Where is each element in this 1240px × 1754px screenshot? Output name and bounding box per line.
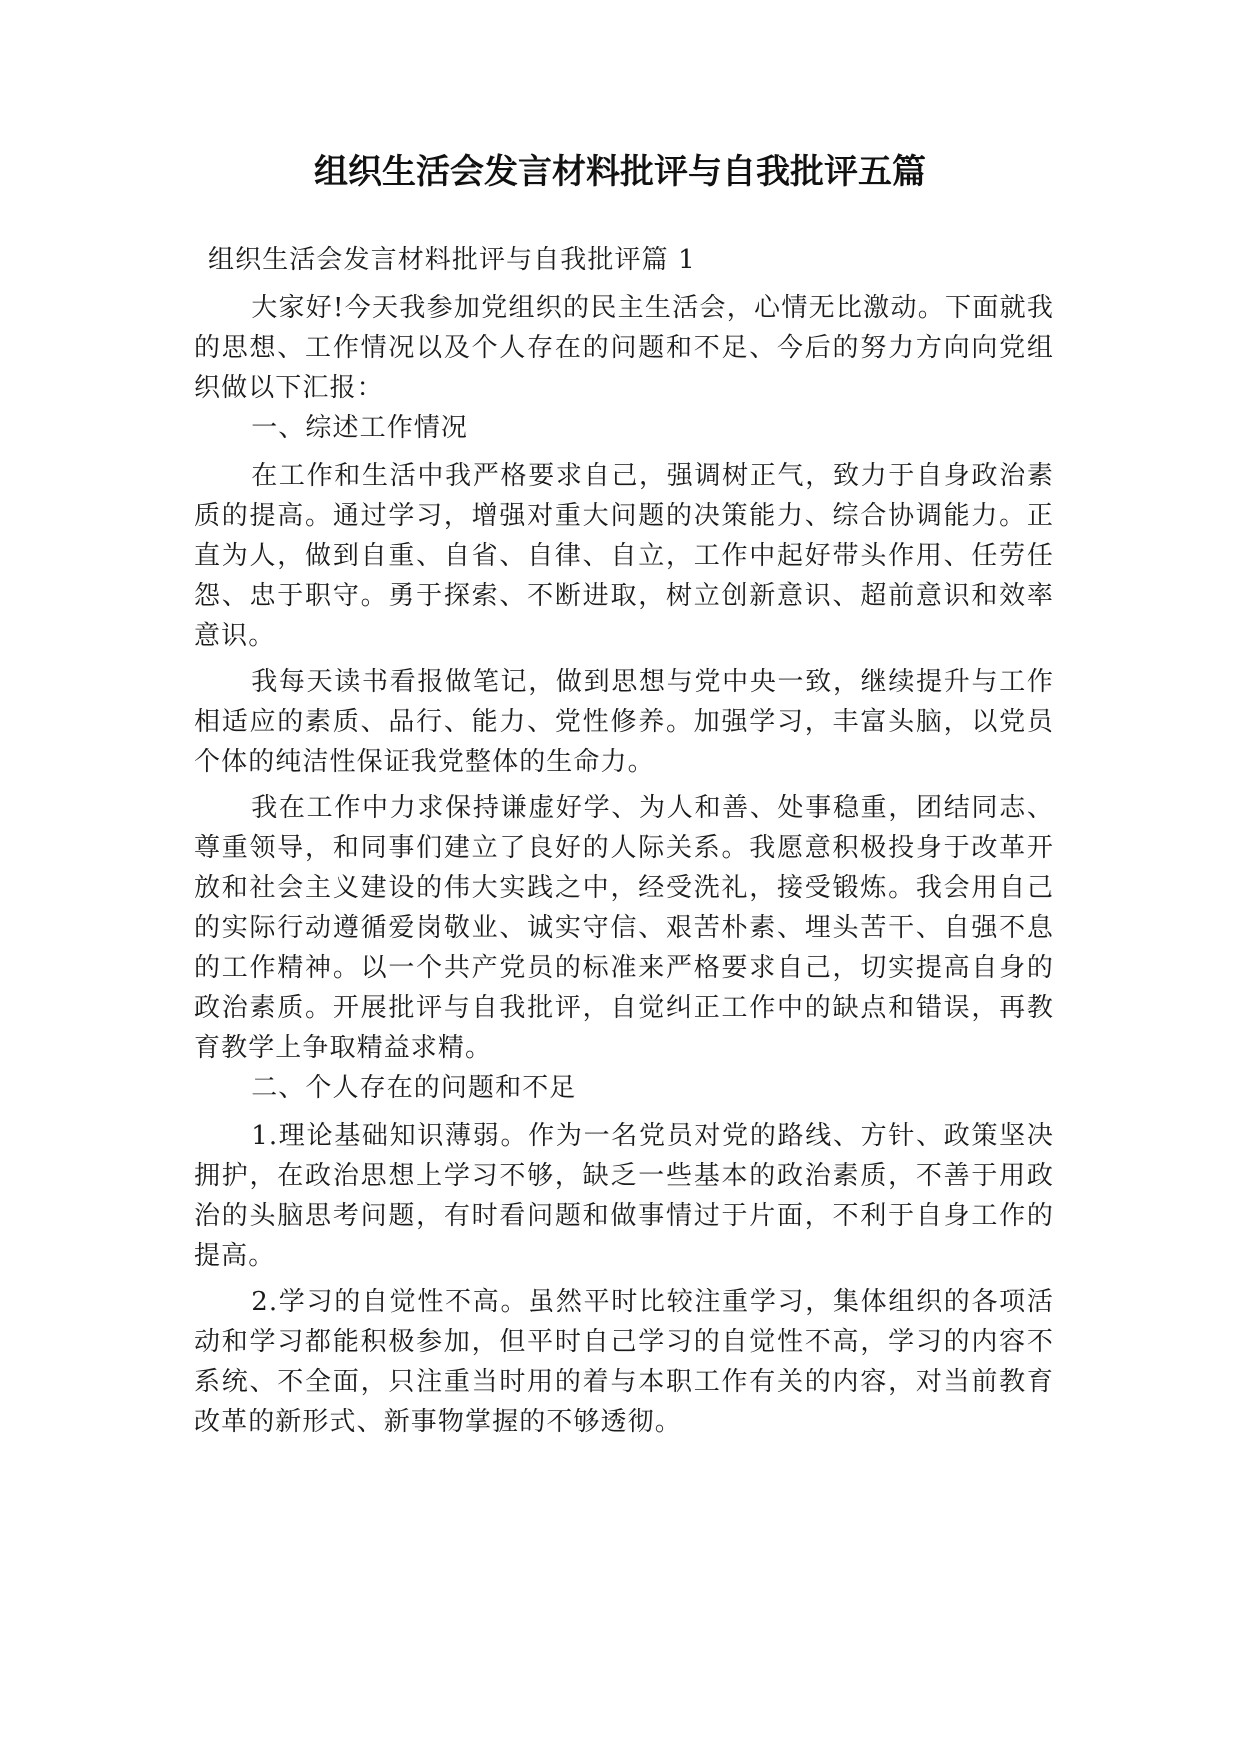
paragraph-problem-1: 1.理论基础知识薄弱。作为一名党员对党的路线、方针、政策坚决拥护，在政治思想上学习不够，缺乏一些基本的政治素质，不善于用政治的头脑思考问题，有时看问题和做事情过于片面，不利于自身工作的提高。 [194, 1121, 1054, 1271]
paragraph-work-attitude: 我在工作中力求保持谦虚好学、为人和善、处事稳重，团结同志、尊重领导，和同事们建立了良好的人际关系。我愿意积极投身于改革开放和社会主义建设的伟大实践之中，经受洗礼，接受锻炼。我会用自己的实际行动遵循爱岗敬业、诚实守信、艰苦朴素、埋头苦干、自强不息的工作精神。以一个共产党员的标准来严格要求自己，切实提高自身的政治素质。开展批评与自我批评，自觉纠正工作中的缺点和错误，再教育教学上争取精益求精。 [194, 793, 1054, 1063]
heading-work-overview: 一、综述工作情况 [251, 413, 468, 443]
section-title: 组织生活会发言材料批评与自我批评篇 1 [208, 245, 696, 275]
paragraph-work-life: 在工作和生活中我严格要求自己，强调树正气，致力于自身政治素质的提高。通过学习，增强对重大问题的决策能力、综合协调能力。正直为人，做到自重、自省、自律、自立，工作中起好带头作用、任劳任怨、忠于职守。勇于探索、不断进取，树立创新意识、超前意识和效率意识。 [194, 461, 1054, 651]
heading-problems: 二、个人存在的问题和不足 [251, 1073, 577, 1103]
paragraph-problem-2: 2.学习的自觉性不高。虽然平时比较注重学习，集体组织的各项活动和学习都能积极参加，但平时自己学习的自觉性不高，学习的内容不系统、不全面，只注重当时用的着与本职工作有关的内容，对当前教育改革的新形式、新事物掌握的不够透彻。 [194, 1287, 1054, 1437]
paragraph-greeting: 大家好!今天我参加党组织的民主生活会，心情无比激动。下面就我的思想、工作情况以及个人存在的问题和不足、今后的努力方向向党组织做以下汇报： [194, 293, 1054, 403]
document-body [194, 240, 1054, 1448]
paragraph-daily-study: 我每天读书看报做笔记，做到思想与党中央一致，继续提升与工作相适应的素质、品行、能力、党性修养。加强学习，丰富头脑，以党员个体的纯洁性保证我党整体的生命力。 [194, 667, 1054, 777]
document-title: 组织生活会发言材料批评与自我批评五篇 [314, 152, 926, 192]
